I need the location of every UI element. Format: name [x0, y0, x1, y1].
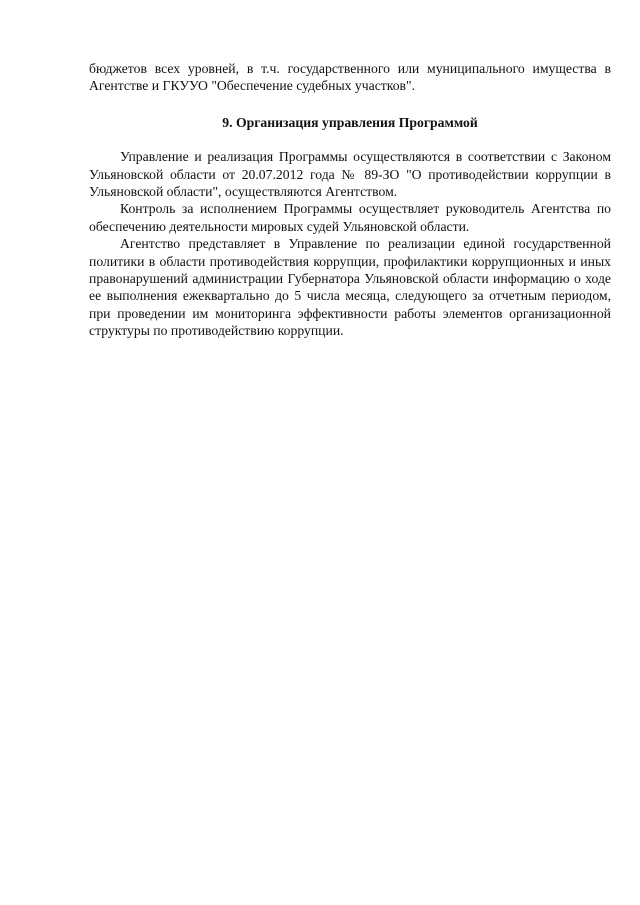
paragraph-reporting: Агентство представляет в Управление по реализации единой государственной политики в области противодействия коррупции, профилактики коррупционных и иных правонарушений администрации Губернатора Ульяновской области информацию о ходе ее выполнения ежеквартально до 5 числа месяца, следующего за отчетным периодом, при проведении им мониторинга эффективности работы элементов организационной структуры по противодействию коррупции.: [89, 236, 611, 339]
intro-paragraph: бюджетов всех уровней, в т.ч. государственного или муниципального имущества в Агентстве и ГКУУО "Обеспечение судебных участков".: [89, 61, 611, 94]
paragraph-management: Управление и реализация Программы осуществляются в соответствии с Законом Ульяновской области от 20.07.2012 года № 89-ЗО "О противодействии коррупции в Ульяновской области", осуществляются Агентством.: [89, 149, 611, 200]
section-heading: 9. Организация управления Программой: [222, 114, 478, 130]
paragraph-control: Контроль за исполнением Программы осуществляет руководитель Агентства по обеспечению деятельности мировых судей Ульяновской области.: [89, 201, 611, 234]
document-page: [89, 60, 611, 340]
